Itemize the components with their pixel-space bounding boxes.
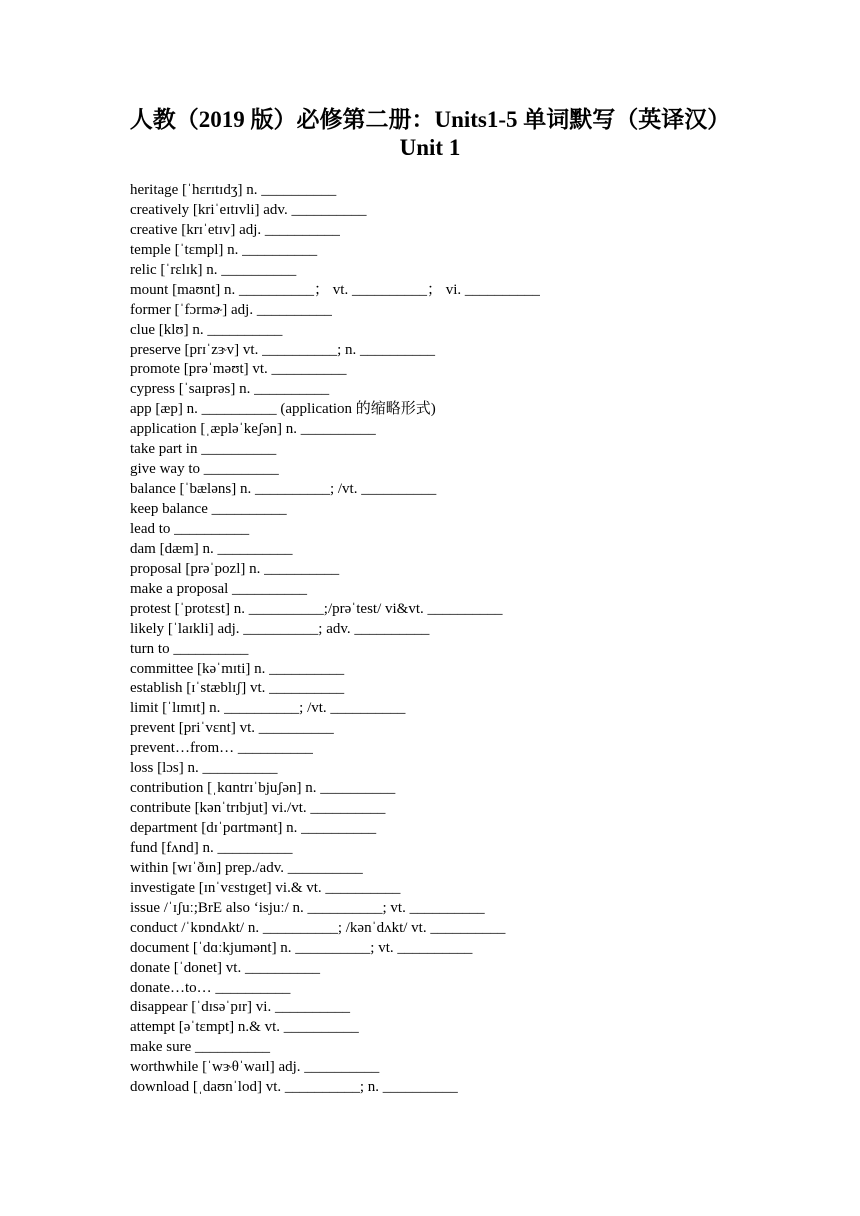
vocab-line: conduct /ˈkɒndʌkt/ n. __________; /kənˈdʌkt/ vt. __________: [130, 919, 506, 936]
vocab-line: temple [ˈtɛmpl] n. __________: [130, 241, 318, 258]
vocab-line: prevent…from… __________: [130, 740, 313, 757]
vocab-line: issue /ˈɪʃuː;BrE also ‘isjuː/ n. __________; vt. __________: [130, 899, 485, 916]
vocab-line: balance [ˈbæləns] n. __________; /vt. __________: [130, 481, 437, 498]
vocab-line: disappear [ˈdɪsəˈpɪr] vi. __________: [130, 999, 350, 1016]
vocab-line: lead to __________: [130, 520, 250, 537]
vocab-line: donate [ˈdonet] vt. __________: [130, 959, 320, 976]
vocab-line: former [ˈfɔrmɚ] adj. __________: [130, 301, 332, 318]
vocab-line: prevent [priˈvɛnt] vt. __________: [130, 720, 334, 737]
vocab-line: document [ˈdɑːkjumənt] n. __________; vt. __________: [130, 939, 473, 956]
vocab-line: establish [ɪˈstæblɪʃ] vt. __________: [130, 680, 345, 697]
vocab-line: preserve [prɪˈzɝv] vt. __________; n. __________: [130, 341, 436, 358]
vocab-line: contribution [ˌkɑntrɪˈbjuʃən] n. __________: [130, 780, 396, 797]
vocab-line: within [wɪˈðɪn] prep./adv. __________: [130, 859, 363, 876]
vocab-line: cypress [ˈsaɪprəs] n. __________: [130, 381, 330, 398]
vocab-line: mount [maʊnt] n. __________； vt. __________； vi. __________: [130, 281, 540, 298]
vocab-line: application [ˌæpləˈkeʃən] n. __________: [130, 421, 376, 438]
vocab-line: limit [ˈlɪmɪt] n. __________; /vt. __________: [130, 700, 406, 717]
vocab-line: clue [klʊ] n. __________: [130, 321, 283, 338]
document-title: 人教（2019 版）必修第二册：Units1-5 单词默写（英译汉）: [129, 107, 731, 132]
vocab-line: make a proposal __________: [130, 580, 308, 597]
vocab-line: worthwhile [ˈwɝθˈwaɪl] adj. __________: [130, 1059, 380, 1076]
vocab-line: keep balance __________: [130, 501, 287, 517]
vocab-line: heritage [ˈhɛrɪtɪdʒ] n. __________: [130, 182, 337, 198]
vocab-line: investigate [ɪnˈvɛstɪget] vi.& vt. __________: [130, 879, 401, 896]
vocab-line: department [dɪˈpɑrtmənt] n. __________: [130, 820, 377, 836]
vocab-line: committee [kəˈmɪti] n. __________: [130, 660, 345, 677]
vocab-line: contribute [kənˈtrɪbjut] vi./vt. __________: [130, 800, 386, 817]
vocab-line: dam [dæm] n. __________: [130, 540, 293, 557]
vocab-line: creatively [kriˈeɪtɪvli] adv. __________: [130, 201, 367, 218]
vocab-line: take part in __________: [130, 441, 277, 458]
vocab-line: proposal [prəˈpozl] n. __________: [130, 560, 340, 577]
vocab-line: creative [krɪˈetɪv] adj. __________: [130, 221, 340, 238]
unit-heading: Unit 1: [399, 135, 461, 160]
vocab-line: attempt [əˈtɛmpt] n.& vt. __________: [130, 1019, 359, 1036]
vocab-line: loss [lɔs] n. __________: [130, 760, 278, 777]
vocab-line: app [æp] n. __________ (application 的缩略形式): [130, 401, 436, 418]
vocab-line: download [ˌdaʊnˈlod] vt. __________; n. __________: [130, 1079, 458, 1096]
vocab-line: fund [fʌnd] n. __________: [130, 839, 293, 856]
vocabulary-list: [130, 181, 830, 1098]
vocab-line: give way to __________: [130, 461, 279, 478]
vocab-line: donate…to… __________: [130, 979, 291, 996]
vocab-line: turn to __________: [130, 640, 249, 657]
vocab-line: make sure __________: [130, 1039, 270, 1056]
vocab-line: protest [ˈprotɛst] n. __________;/prəˈtest/ vi&vt. __________: [130, 600, 503, 617]
vocab-line: promote [prəˈməʊt] vt. __________: [130, 361, 347, 378]
vocab-line: relic [ˈrɛlɪk] n. __________: [130, 261, 297, 278]
vocab-line: likely [ˈlaɪkli] adj. __________; adv. __________: [130, 620, 430, 637]
